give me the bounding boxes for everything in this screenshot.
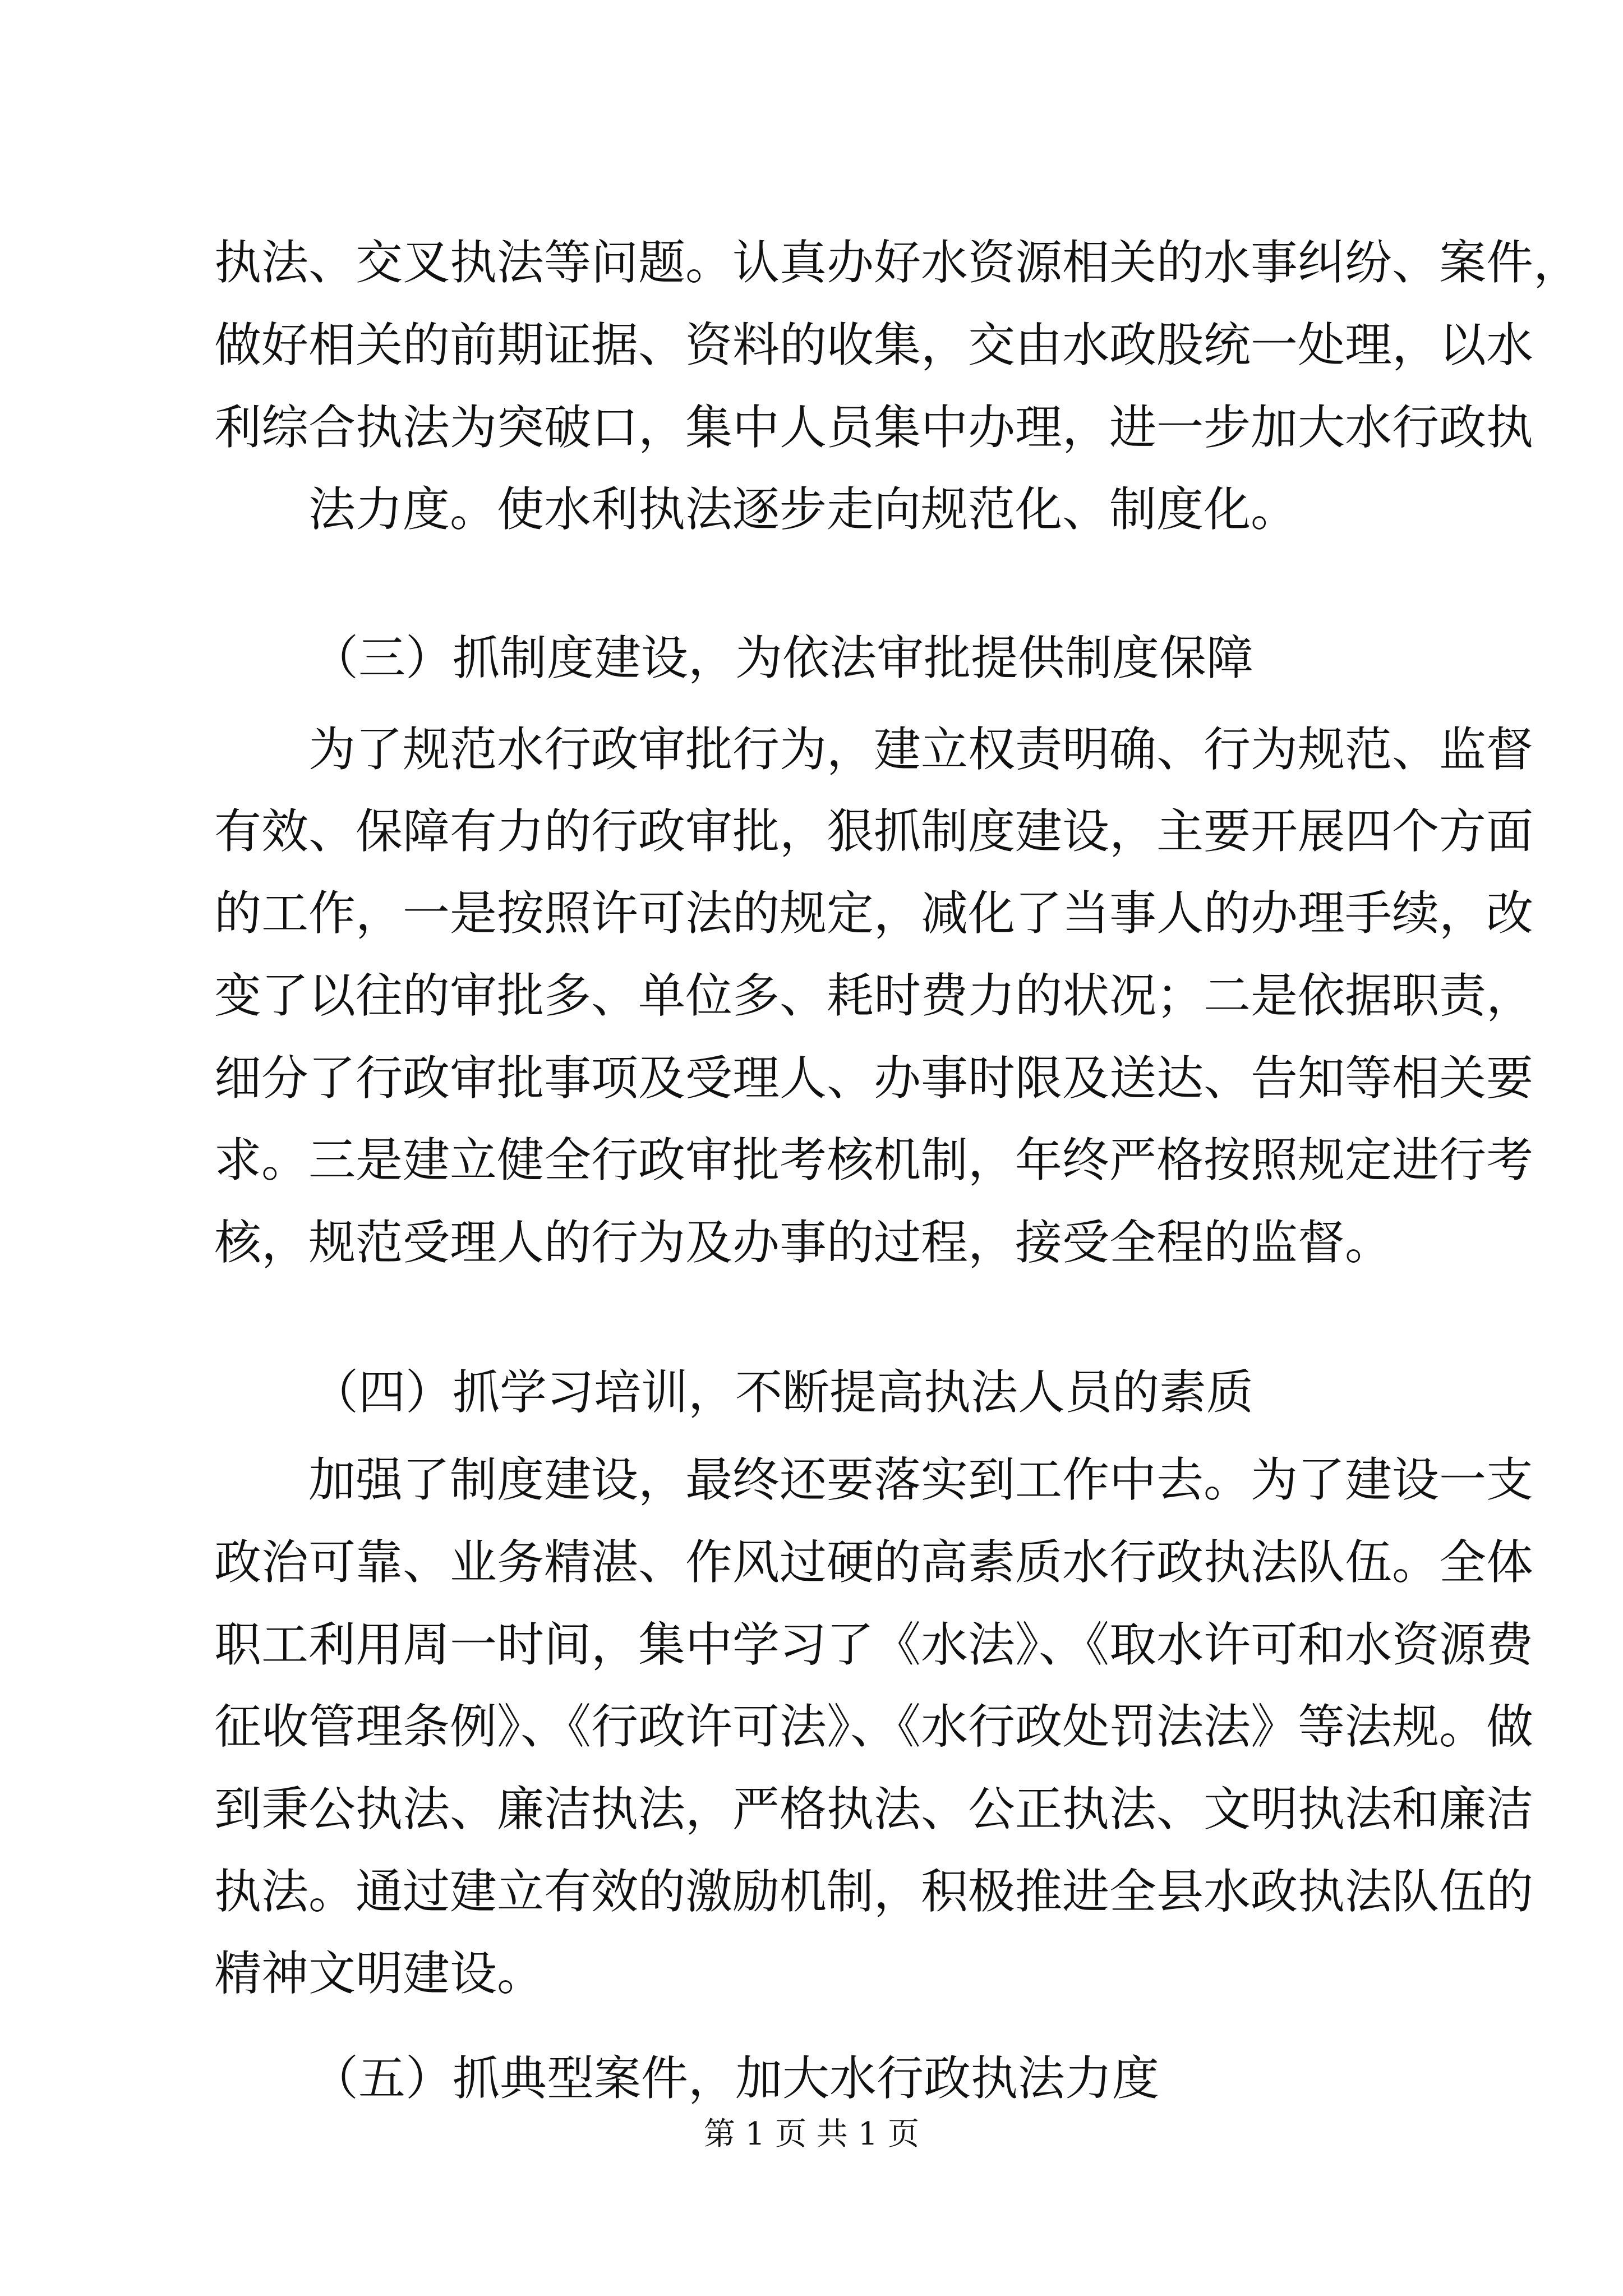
section-heading-3: （三）抓制度建设，为依法审批提供制度保障 bbox=[311, 631, 1254, 685]
page-number-footer: 第 1 页 共 1 页 bbox=[703, 2116, 920, 2152]
body-line: 加强了制度建设，最终还要落实到工作中去。为了建设一支 bbox=[308, 1452, 1534, 1507]
body-line: 职工利用周一时间，集中学习了《水法》、《取水许可和水资源费 bbox=[214, 1617, 1534, 1672]
body-line: 征收管理条例》、《行政许可法》、《水行政处罚法法》等法规。做 bbox=[214, 1699, 1534, 1754]
body-line: 到秉公执法、廉洁执法，严格执法、公正执法、文明执法和廉洁 bbox=[214, 1782, 1534, 1837]
body-line: 有效、保障有力的行政审批，狠抓制度建设，主要开展四个方面 bbox=[214, 804, 1534, 859]
body-line: 为了规范水行政审批行为，建立权责明确、行为规范、监督 bbox=[308, 722, 1534, 777]
section-heading-4: （四）抓学习培训，不断提高执法人员的素质 bbox=[311, 1365, 1254, 1420]
body-line: 求。三是建立健全行政审批考核机制，年终严格按照规定进行考 bbox=[214, 1133, 1534, 1188]
body-line: 法力度。使水利执法逐步走向规范化、制度化。 bbox=[308, 482, 1298, 537]
body-line: 精神文明建设。 bbox=[214, 1946, 545, 2001]
body-line: 变了以往的审批多、单位多、耗时费力的状况；二是依据职责， bbox=[214, 968, 1534, 1023]
body-line: 细分了行政审批事项及受理人、办事时限及送达、告知等相关要 bbox=[214, 1051, 1534, 1106]
section-heading-5: （五）抓典型案件，加大水行政执法力度 bbox=[311, 2051, 1160, 2106]
body-line: 政治可靠、业务精湛、作风过硬的高素质水行政执法队伍。全体 bbox=[214, 1535, 1534, 1590]
body-line: 做好相关的前期证据、资料的收集，交由水政股统一处理，以水 bbox=[214, 318, 1534, 372]
body-line: 执法、交叉执法等问题。认真办好水资源相关的水事纠纷、案件， bbox=[214, 235, 1581, 290]
body-line: 核，规范受理人的行为及办事的过程，接受全程的监督。 bbox=[214, 1215, 1393, 1270]
body-line: 执法。通过建立有效的激励机制，积极推进全县水政执法队伍的 bbox=[214, 1864, 1534, 1919]
body-line: 的工作，一是按照许可法的规定，减化了当事人的办理手续，改 bbox=[214, 886, 1534, 941]
body-line: 利综合执法为突破口，集中人员集中办理，进一步加大水行政执 bbox=[214, 400, 1534, 455]
